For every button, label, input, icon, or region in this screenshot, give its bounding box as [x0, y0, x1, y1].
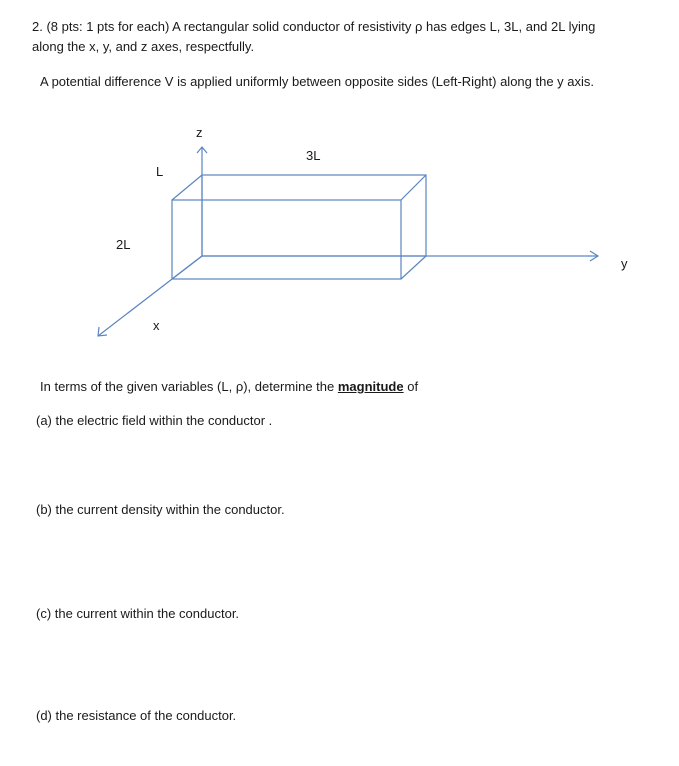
edge-label-2l: 2L: [116, 237, 131, 252]
box-front-face: [172, 200, 401, 279]
y-axis-label: y: [621, 256, 628, 271]
z-axis-label: z: [196, 125, 203, 140]
problem-statement-line-3: A potential difference V is applied uniformly between opposite sides (Left-Right) along the y axis.: [40, 74, 595, 89]
question-part-b: (b) the current density within the conductor.: [36, 502, 285, 517]
diagram-lines: [98, 147, 598, 336]
problem-statement-line-1: 2. (8 pts: 1 pts for each) A rectangular solid conductor of resistivity ρ has edges L, 3L, and 2L lying: [32, 19, 596, 34]
box-edge-bottom-right: [401, 256, 426, 279]
magnitude-emphasis: magnitude: [337, 379, 404, 394]
box-back-face: [202, 175, 426, 256]
box-edge-bottom-left: [172, 256, 202, 279]
edge-label-3l: 3L: [306, 148, 321, 163]
edge-label-l: L: [156, 164, 164, 179]
box-edge-top-left: [172, 175, 202, 200]
conductor-diagram: [0, 0, 679, 360]
x-axis-label: x: [153, 318, 160, 333]
question-intro-text: In terms of the given variables (L, ρ), determine the: [40, 379, 338, 394]
question-intro: [40, 377, 418, 396]
question-part-d: (d) the resistance of the conductor.: [36, 708, 237, 723]
question-part-c: (c) the current within the conductor.: [36, 606, 240, 621]
question-intro-tail: of: [403, 379, 419, 394]
problem-statement-line-2: along the x, y, and z axes, respectfully.: [32, 39, 255, 54]
question-part-a: (a) the electric field within the conductor .: [36, 413, 273, 428]
box-edge-top-right: [401, 175, 426, 200]
